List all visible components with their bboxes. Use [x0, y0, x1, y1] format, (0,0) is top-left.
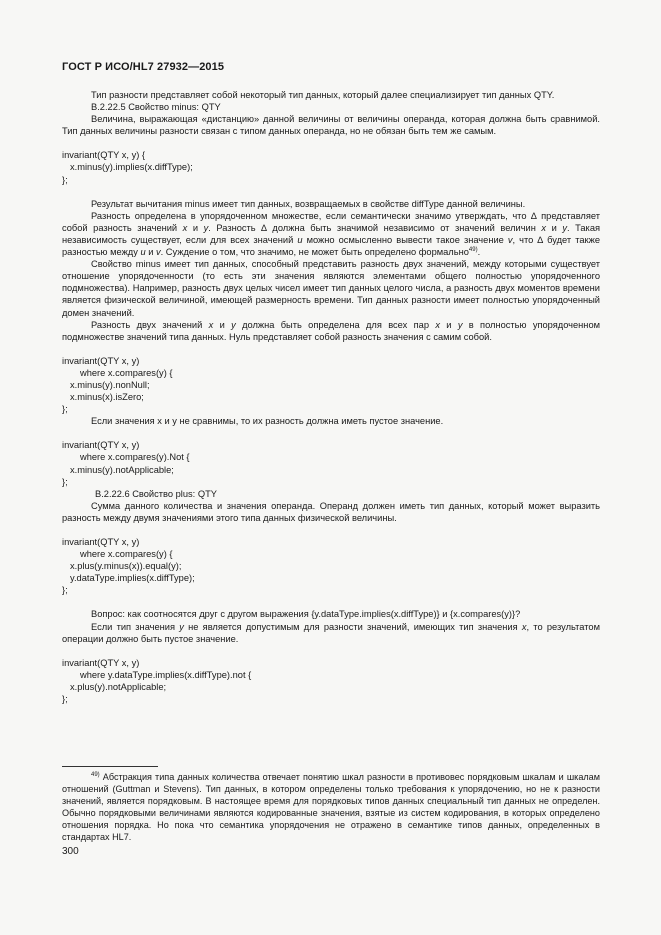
section-heading: В.2.22.6 Свойство plus: QTY — [95, 488, 217, 499]
footnote-reference: 49) — [468, 247, 478, 254]
paragraph: Тип разности представляет собой некоторый тип данных, который далее специализирует тип данных QTY. — [91, 90, 555, 100]
paragraph: Величина, выражающая «дистанцию» данной величины от величины операнда, которая должна быть сравнимой. Тип данных величины разности связан с типом данных операнда, но не обязан быть тем же самым. — [62, 114, 600, 137]
paragraph: Разность определена в упорядоченном множестве, если семантически значимо утверждать, что ∆ представляет собой разность значений x и y. Разность ∆ должна быть значимой независимо от значений величин x и y. Такая независимость существует, если для всех значений u можно осмысленно вывести такое значение v, что ∆ будет также разностью между u и v. Суждение о том, что значимо, не может быть определено формально$^{49)}$. — [62, 210, 601, 258]
paragraph: Результат вычитания minus имеет тип данных, возвращаемых в свойстве diffType данной величины. — [91, 198, 526, 209]
code-line: where y.dataType.implies(x.diffType).not { — [80, 669, 252, 680]
paragraph: Свойство minus имеет тип данных, способный представить разность двух значений, между которыми существует отношение упорядоченности (то есть эти значения являются элементами общего полностью упорядоченного подмножества). Например, разность двух целых чисел имеет тип данных целого числа, а разность двух моментов времени является физической величиной, имеющей размерность времени. Тип данных разности имеет полностью упорядоченный домен значений. — [62, 259, 600, 318]
code-line: x.minus(y).implies(x.diffType); — [70, 162, 193, 173]
code-line: x.minus(y).nonNull; — [70, 379, 150, 390]
paragraph: Сумма данного количества и значения операнда. Операнд должен иметь тип данных, который может выразить разность между двумя значениями этого типа данных физической величины. — [62, 500, 600, 523]
code-line: invariant(QTY x, y) — [62, 440, 140, 451]
page-body — [62, 89, 600, 705]
paragraph: Если тип значения y не является допустимым для разности значений, имеющих тип значения x, то результатом операции должно быть пустое значение. — [62, 621, 600, 644]
page-header: ГОСТ Р ИСО/HL7 27932—2015 — [62, 61, 225, 73]
code-line: where x.compares(y).Not { — [80, 452, 190, 463]
paragraph: Если значения x и y не сравнимы, то их разность должна иметь пустое значение. — [91, 416, 444, 427]
code-line: }; — [62, 404, 68, 415]
code-line: where x.compares(y) { — [80, 367, 173, 378]
section-heading: В.2.22.5 Свойство minus: QTY — [91, 102, 221, 113]
code-line: }; — [62, 174, 68, 185]
footnote-text: $^{49)}$ Абстракция типа данных количества отвечает понятию шкал разности в противовес порядковым шкалам и шкалам отношений (Guttman и Stevens). Тип данных, в котором определены только требования к упорядочению, но не к разности значений, является порядковым. В настоящее время для порядковых типов данных специальный тип данных не определен. Обычно порядковыми величинами являются кодированные значения, взятые из систем кодирования, в которых определено отношения порядка. Но пока что семантика упорядочения не отражено в семантике типов данных, определенных в стандартах HL7. — [62, 772, 600, 842]
code-line: x.minus(x).isZero; — [70, 392, 144, 403]
code-line: x.plus(y).notApplicable; — [70, 681, 167, 692]
footnote — [62, 771, 600, 843]
page-number: 300 — [62, 846, 79, 857]
paragraph: Разность двух значений x и y должна быть определена для всех пар x и y в полностью упорядоченном подмножестве значений типа данных. Нуль представляет собой разность значения с самим собой. — [62, 319, 601, 342]
code-line: x.plus(y.minus(x)).equal(y); — [70, 561, 182, 572]
code-line: invariant(QTY x, y) — [62, 355, 140, 366]
code-line: invariant(QTY x, y) { — [62, 150, 146, 161]
code-line: }; — [62, 585, 68, 596]
footnote-divider — [62, 766, 158, 767]
code-line: x.minus(y).notApplicable; — [70, 464, 174, 475]
paragraph: Вопрос: как соотносятся друг с другом выражения {y.dataType.implies(x.diffType)} и {x.compares(y)}? — [91, 609, 521, 620]
code-line: invariant(QTY x, y) — [62, 657, 140, 668]
code-line: }; — [62, 694, 68, 705]
code-line: invariant(QTY x, y) — [62, 537, 140, 547]
code-line: }; — [62, 476, 68, 487]
footnote-mark: 49) — [91, 772, 100, 778]
code-line: where x.compares(y) { — [80, 549, 173, 560]
code-line: y.dataType.implies(x.diffType); — [70, 573, 195, 584]
